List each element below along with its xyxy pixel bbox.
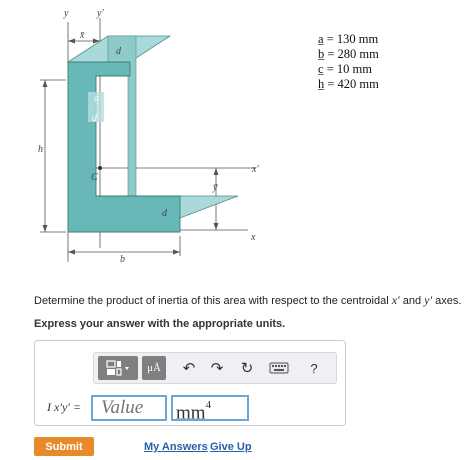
units-button[interactable]: μÅ bbox=[142, 356, 166, 380]
label-C: C bbox=[91, 172, 98, 183]
label-a: a bbox=[94, 93, 99, 104]
label-d-mid: d bbox=[92, 113, 97, 124]
math-toolbar bbox=[93, 352, 337, 384]
centroid-marker bbox=[98, 166, 102, 170]
keyboard-icon bbox=[269, 361, 289, 375]
label-d-bottom: d bbox=[162, 208, 167, 219]
label-d-top: d bbox=[116, 46, 121, 57]
templates-icon bbox=[105, 359, 131, 377]
undo-icon[interactable]: ↶ bbox=[182, 360, 196, 377]
label-x: x bbox=[251, 232, 256, 243]
label-b: b bbox=[120, 254, 125, 265]
dimension-b: b = 280 mm bbox=[318, 47, 379, 61]
label-h: h bbox=[38, 144, 43, 155]
my-answers-link[interactable]: My Answers bbox=[144, 441, 208, 453]
web-side bbox=[108, 36, 136, 196]
templates-button[interactable] bbox=[98, 356, 138, 380]
question-text: Determine the product of inertia of this area with respect to the centroidal x′ and y′ axes. bbox=[34, 293, 462, 307]
label-x-bar: x̄ bbox=[80, 30, 85, 41]
label-y-prime: y′ bbox=[97, 8, 104, 19]
value-input[interactable] bbox=[91, 395, 167, 421]
channel-face bbox=[68, 62, 180, 232]
label-x-prime: x′ bbox=[252, 164, 259, 175]
submit-button[interactable]: Submit bbox=[34, 437, 94, 456]
channel-section-figure bbox=[0, 0, 300, 270]
redo-icon[interactable]: ↷ bbox=[210, 360, 224, 377]
given-dimensions bbox=[318, 32, 379, 92]
dimension-h: h = 420 mm bbox=[318, 77, 379, 91]
reset-icon[interactable]: ↻ bbox=[240, 360, 254, 377]
help-button[interactable]: ? bbox=[310, 360, 318, 376]
label-y: y bbox=[64, 8, 69, 19]
dimension-c: c = 10 mm bbox=[318, 62, 372, 76]
instruction-text: Express your answer with the appropriate units. bbox=[34, 318, 286, 330]
answer-label: I x′y′ = bbox=[47, 400, 81, 414]
give-up-link[interactable]: Give Up bbox=[210, 441, 252, 453]
keyboard-button[interactable] bbox=[266, 356, 292, 380]
units-input[interactable]: $mm^4$ bbox=[171, 395, 249, 421]
answer-panel bbox=[34, 340, 346, 426]
label-y-bar: ȳ bbox=[213, 182, 218, 193]
dimension-a: a = 130 mm bbox=[318, 32, 379, 46]
